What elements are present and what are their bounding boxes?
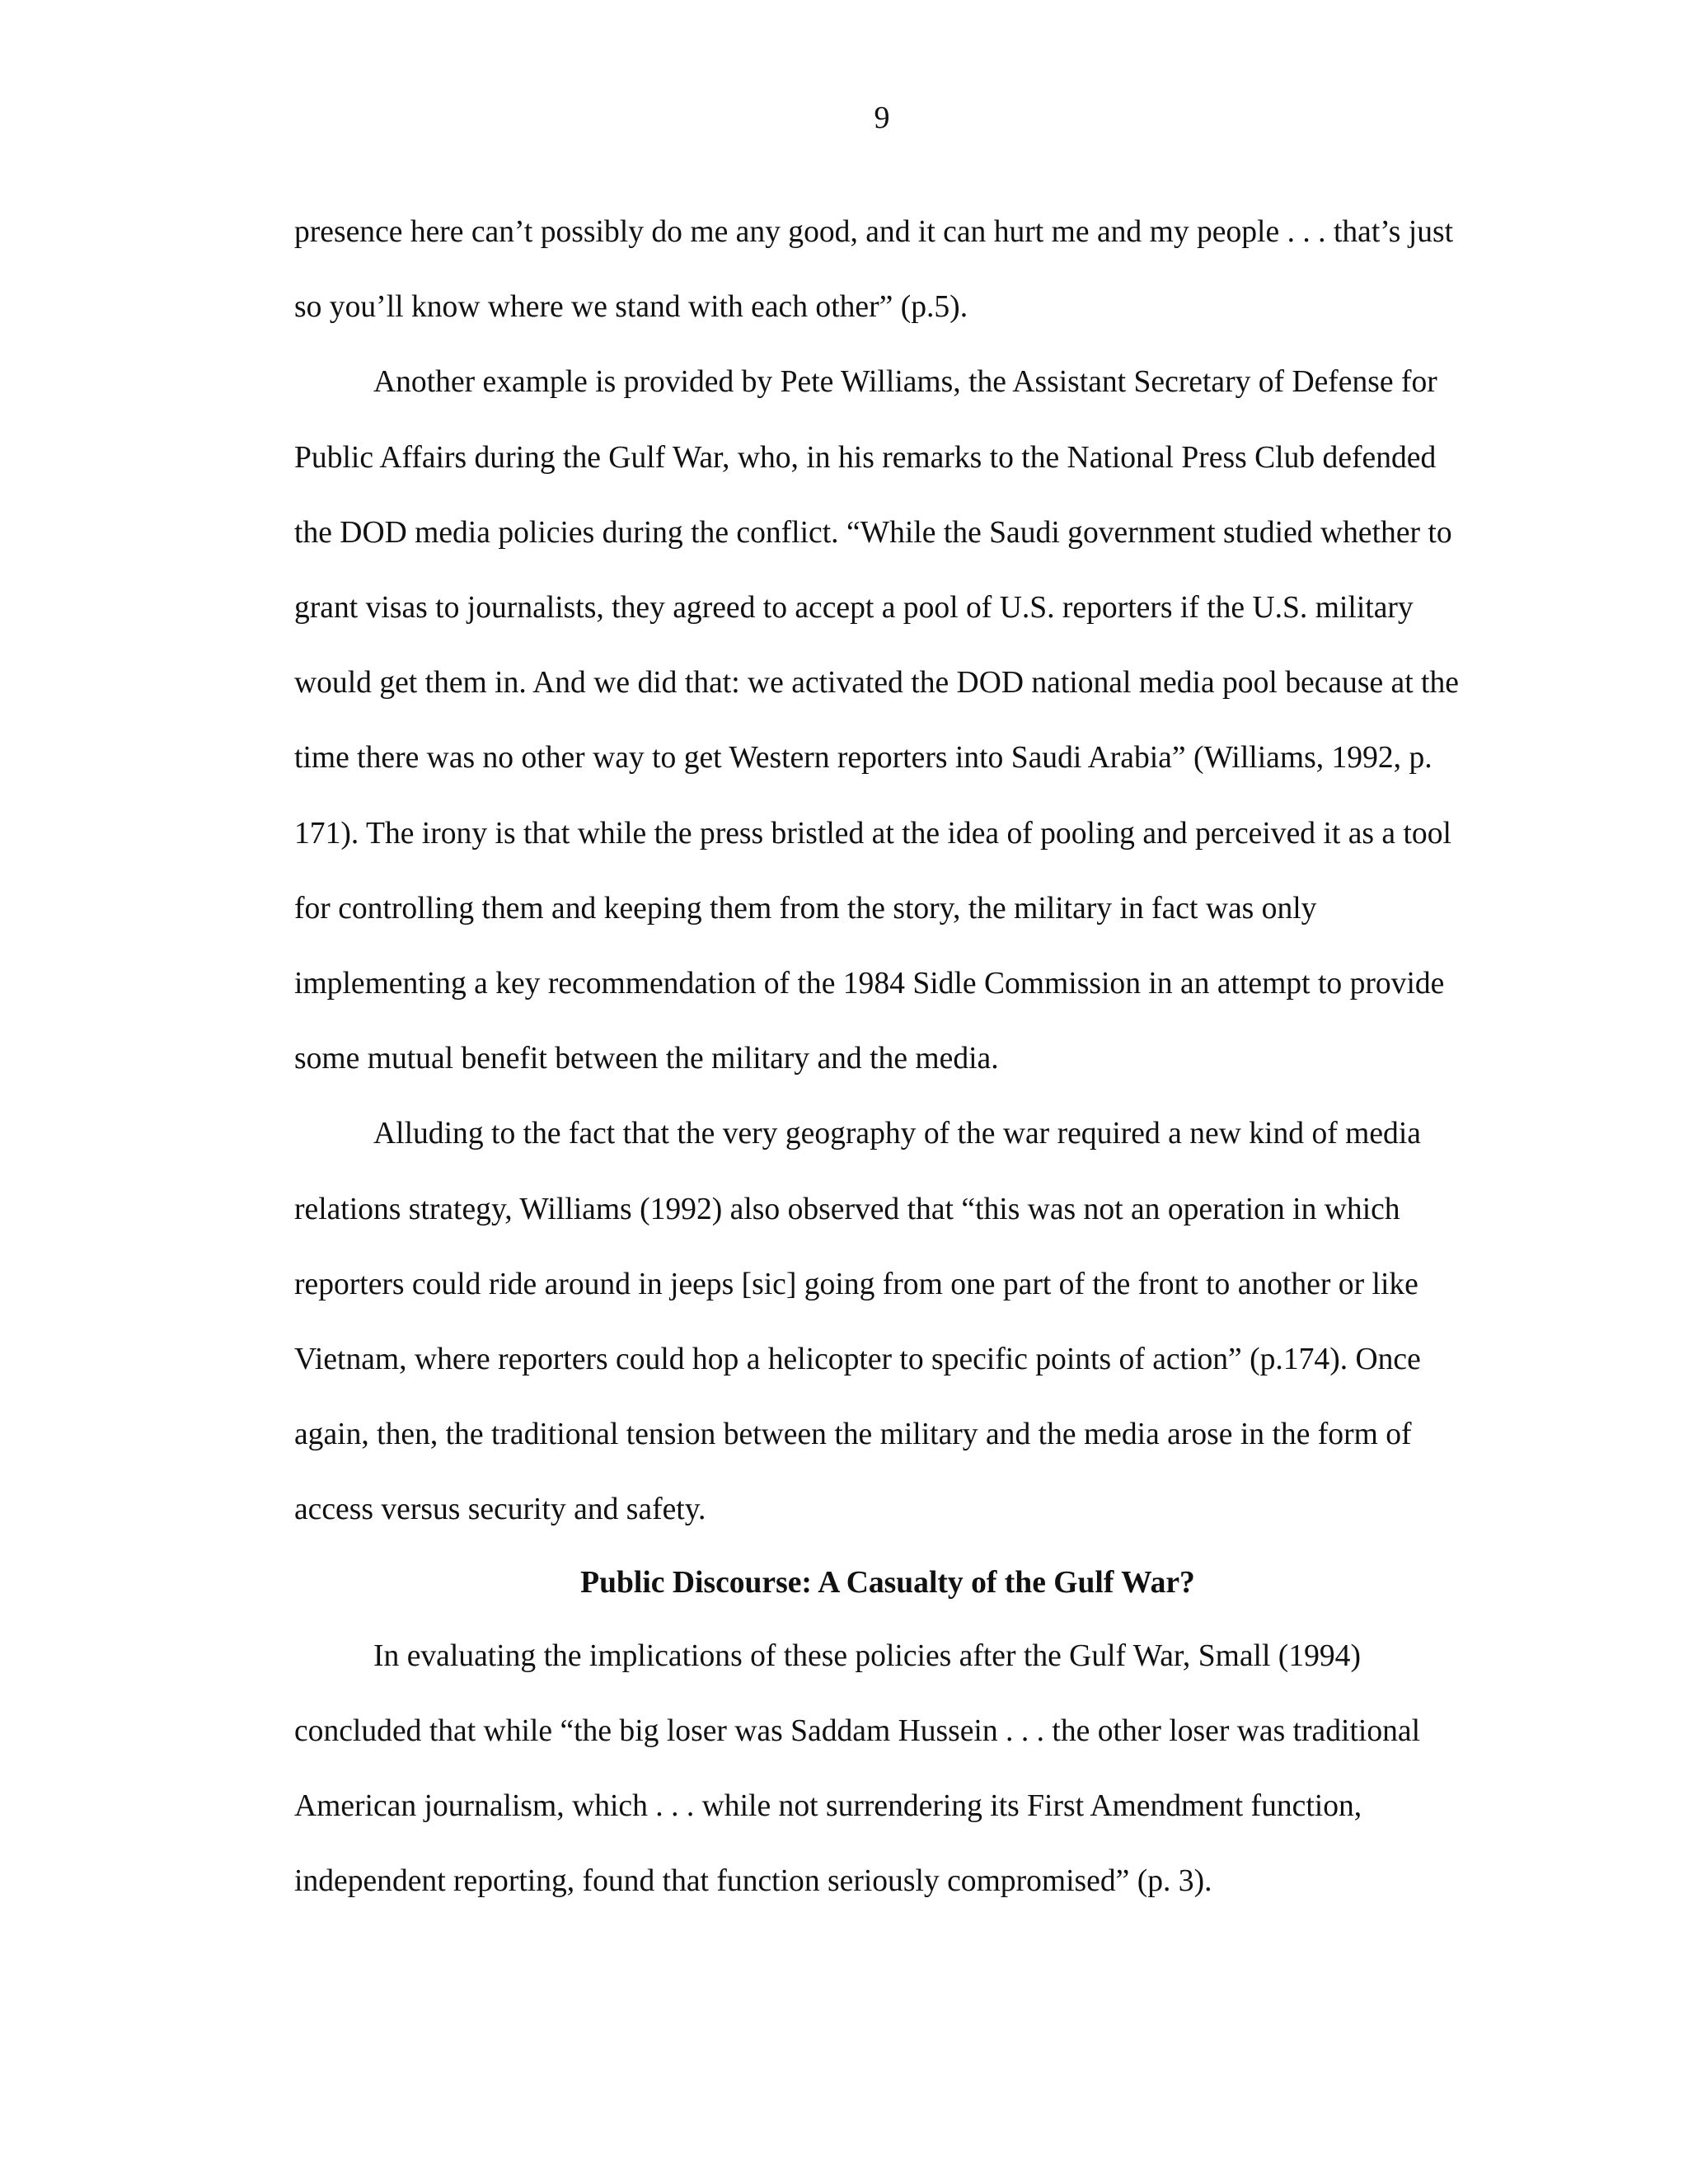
paragraph-geography: Alluding to the fact that the very geography of the war required a new kind of media relations strategy, Williams (1992) also observed that “this was not an operation in which reporters could ride around in jeeps [sic] going from one part of the front to another or like Vietnam, where reporters could hop a helicopter to specific points of action” (p.174). Once again, then, the traditional tension between the military and the media arose in the form of access versus security and safety.: [294, 1117, 1421, 1527]
page-number: 9: [874, 101, 890, 135]
body-text: [294, 194, 1481, 1919]
section-heading: Public Discourse: A Casualty of the Gulf War?: [580, 1565, 1195, 1600]
paragraph-continuation: presence here can’t possibly do me any good, and it can hurt me and my people . . . that’s just so you’ll know where we stand with each other” (p.5).: [294, 215, 1454, 325]
paragraph-small-1994: In evaluating the implications of these policies after the Gulf War, Small (1994) concluded that while “the big loser was Saddam Hussein . . . the other loser was traditional American journalism, which . . . while not surrendering its First Amendment function, independent reporting, found that function seriously compromised” (p. 3).: [294, 1638, 1421, 1899]
paragraph-williams-pool: Another example is provided by Pete Williams, the Assistant Secretary of Defense for Public Affairs during the Gulf War, who, in his remarks to the National Press Club defended the DOD media policies during the conflict. “While the Saudi government studied whether to grant visas to journalists, they agreed to accept a pool of U.S. reporters if the U.S. military would get them in. And we did that: we activated the DOD national media pool because at the time there was no other way to get Western reporters into Saudi Arabia” (Williams, 1992, p. 171). The irony is that while the press bristled at the idea of pooling and perceived it as a tool for controlling them and keeping them from the story, the military in fact was only implementing a key recommendation of the 1984 Sidle Commission in an attempt to provide some mutual benefit between the military and the media.: [294, 365, 1459, 1076]
